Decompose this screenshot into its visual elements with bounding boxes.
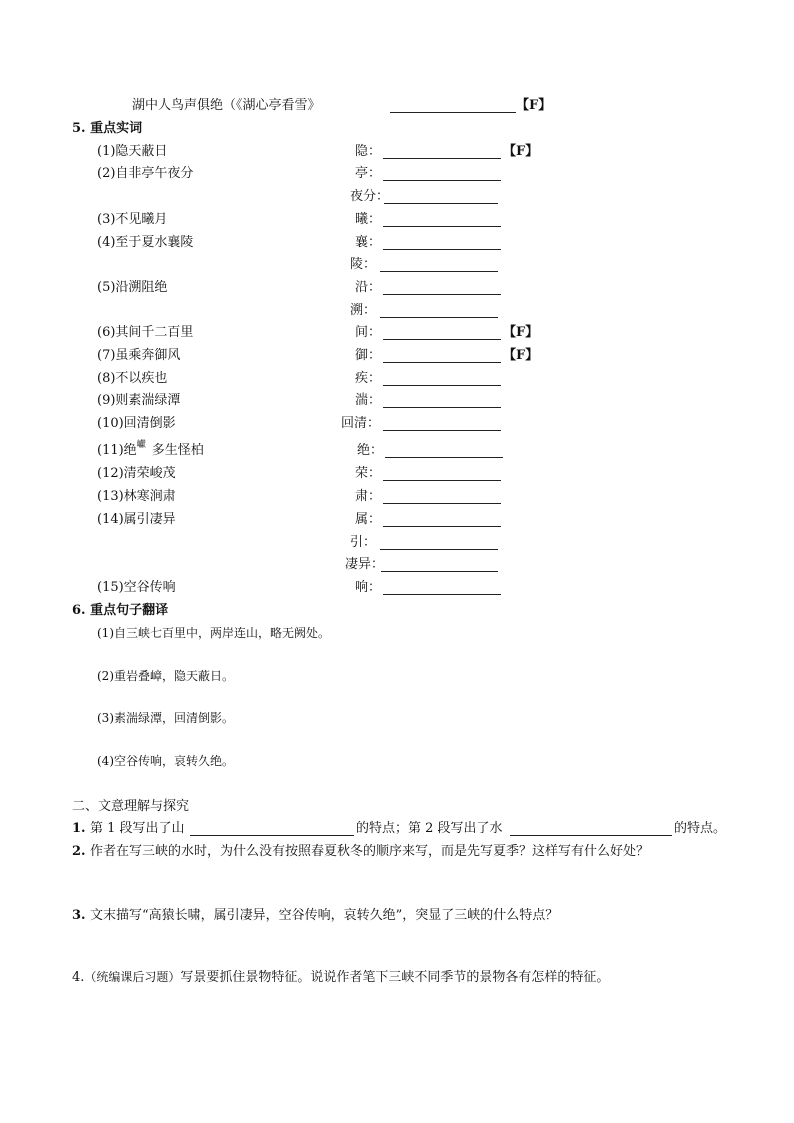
q2-text: 作者在写三峡的水时，为什么没有按照春夏秋冬的顺序来写，而是先写夏季？这样写有什么好处？: [90, 844, 650, 859]
vocab-answer-blank[interactable]: [383, 339, 501, 340]
rare-char-annotation: 巘: [136, 440, 146, 450]
vocab-phrase: (8)不以疾也: [97, 371, 168, 386]
q1-text-b: 的特点；第 2 段写出了水: [356, 821, 503, 836]
vocab-phrase: (3)不见曦月: [97, 212, 168, 227]
vocab-answer-blank[interactable]: [385, 457, 503, 458]
vocab-answer-blank[interactable]: [383, 362, 501, 363]
vocab-answer-blank[interactable]: [383, 594, 501, 595]
vocab-key-label: 肃：: [355, 489, 382, 504]
q4-text: 写景要抓住景物特征。说说作者笔下三峡不同季节的景物各有怎样的特征。: [180, 970, 610, 985]
vocab-answer-blank[interactable]: [383, 407, 501, 408]
q1-text-c: 的特点。: [674, 821, 727, 836]
question-number: 4.: [72, 970, 85, 985]
vocab-key-label: 引：: [350, 535, 377, 550]
vocab-phrase: (13)林寒涧肃: [97, 489, 176, 504]
vocab-key-label: 荣：: [355, 466, 382, 481]
intro-answer-blank[interactable]: [390, 112, 516, 113]
vocab-key-label: 溯：: [350, 303, 377, 318]
vocab-key-label: 响：: [355, 580, 382, 595]
vocab-answer-blank[interactable]: [383, 180, 501, 181]
vocab-key-label: 属：: [355, 512, 382, 527]
q3-text: 文末描写“高猿长啸，属引凄异，空谷传响，哀转久绝”，突显了三峡的什么特点？: [90, 908, 559, 923]
vocab-phrase: (15)空谷传响: [97, 580, 176, 595]
vocab-marker: 【F】: [503, 144, 539, 159]
vocab-phrase: (1)隐天蔽日: [97, 144, 168, 159]
vocab-key-label: 夜分：: [350, 189, 390, 204]
vocab-phrase: (14)属引凄异: [97, 512, 176, 527]
vocab-answer-blank[interactable]: [384, 203, 498, 204]
q1-blank-water[interactable]: [510, 835, 672, 836]
vocab-key-label: 绝：: [357, 443, 384, 458]
vocab-phrase: (9)则素湍绿潭: [97, 393, 181, 408]
intro-marker: 【F】: [516, 98, 552, 113]
section6-heading: 6. 重点句子翻译: [72, 603, 169, 618]
vocab-key-label: 湍：: [355, 393, 382, 408]
vocab-key-label: 回清：: [341, 416, 381, 431]
vocab-answer-blank[interactable]: [380, 271, 498, 272]
vocab-phrase: (4)至于夏水襄陵: [97, 235, 194, 250]
vocab-answer-blank[interactable]: [381, 571, 498, 572]
q1-text-a: 第 1 段写出了山: [90, 821, 185, 836]
vocab-answer-blank[interactable]: [383, 226, 501, 227]
vocab-key-label: 襄：: [355, 235, 382, 250]
translation-sentence: (4)空谷传响，哀转久绝。: [97, 754, 234, 768]
vocab-key-label: 疾：: [355, 371, 382, 386]
vocab-phrase: (12)清荣峻茂: [97, 466, 176, 481]
vocab-answer-blank[interactable]: [383, 294, 501, 295]
vocab-answer-blank[interactable]: [383, 526, 501, 527]
vocab-answer-blank[interactable]: [383, 430, 501, 431]
vocab-key-label: 凄异：: [345, 557, 385, 572]
translation-sentence: (3)素湍绿潭，回清倒影。: [97, 711, 234, 725]
vocab-marker: 【F】: [503, 325, 539, 340]
intro-quote: 湖中人鸟声俱绝（《湖心亭看雪》: [132, 98, 321, 113]
vocab-phrase: (11)绝$^巘$ 多生怪柏: [97, 440, 204, 458]
q4-source-tag: （统编课后习题）: [84, 970, 181, 984]
vocab-phrase: (2)自非亭午夜分: [97, 166, 194, 181]
vocab-key-label: 亭：: [355, 166, 382, 181]
part2-heading: 二、文意理解与探究: [72, 799, 190, 814]
vocab-key-label: 间：: [355, 325, 382, 340]
q4-line: [72, 971, 609, 984]
vocab-answer-blank[interactable]: [383, 249, 501, 250]
q1-blank-mountain[interactable]: [190, 835, 354, 836]
translation-sentence: (1)自三峡七百里中，两岸连山，略无阙处。: [97, 626, 330, 640]
question-number: 3.: [72, 908, 86, 923]
vocab-phrase: (10)回清倒影: [97, 416, 176, 431]
vocab-key-label: 曦：: [355, 212, 382, 227]
vocab-phrase: (5)沿溯阻绝: [97, 280, 168, 295]
vocab-answer-blank[interactable]: [383, 503, 501, 504]
vocab-phrase: (6)其间千二百里: [97, 325, 194, 340]
question-number: 2.: [72, 844, 86, 859]
vocab-key-label: 沿：: [355, 280, 382, 295]
vocab-answer-blank[interactable]: [383, 385, 501, 386]
vocab-key-label: 隐：: [355, 144, 382, 159]
vocab-answer-blank[interactable]: [380, 549, 498, 550]
vocab-key-label: 御：: [355, 348, 382, 363]
vocab-key-label: 陵：: [350, 257, 377, 272]
section5-heading: 5. 重点实词: [72, 121, 143, 136]
vocab-phrase: (7)虽乘奔御风: [97, 348, 181, 363]
vocab-marker: 【F】: [503, 348, 539, 363]
vocab-answer-blank[interactable]: [380, 317, 498, 318]
vocab-answer-blank[interactable]: [383, 158, 501, 159]
translation-sentence: (2)重岩叠嶂，隐天蔽日。: [97, 669, 234, 683]
vocab-answer-blank[interactable]: [383, 480, 501, 481]
question-number: 1.: [72, 821, 86, 836]
